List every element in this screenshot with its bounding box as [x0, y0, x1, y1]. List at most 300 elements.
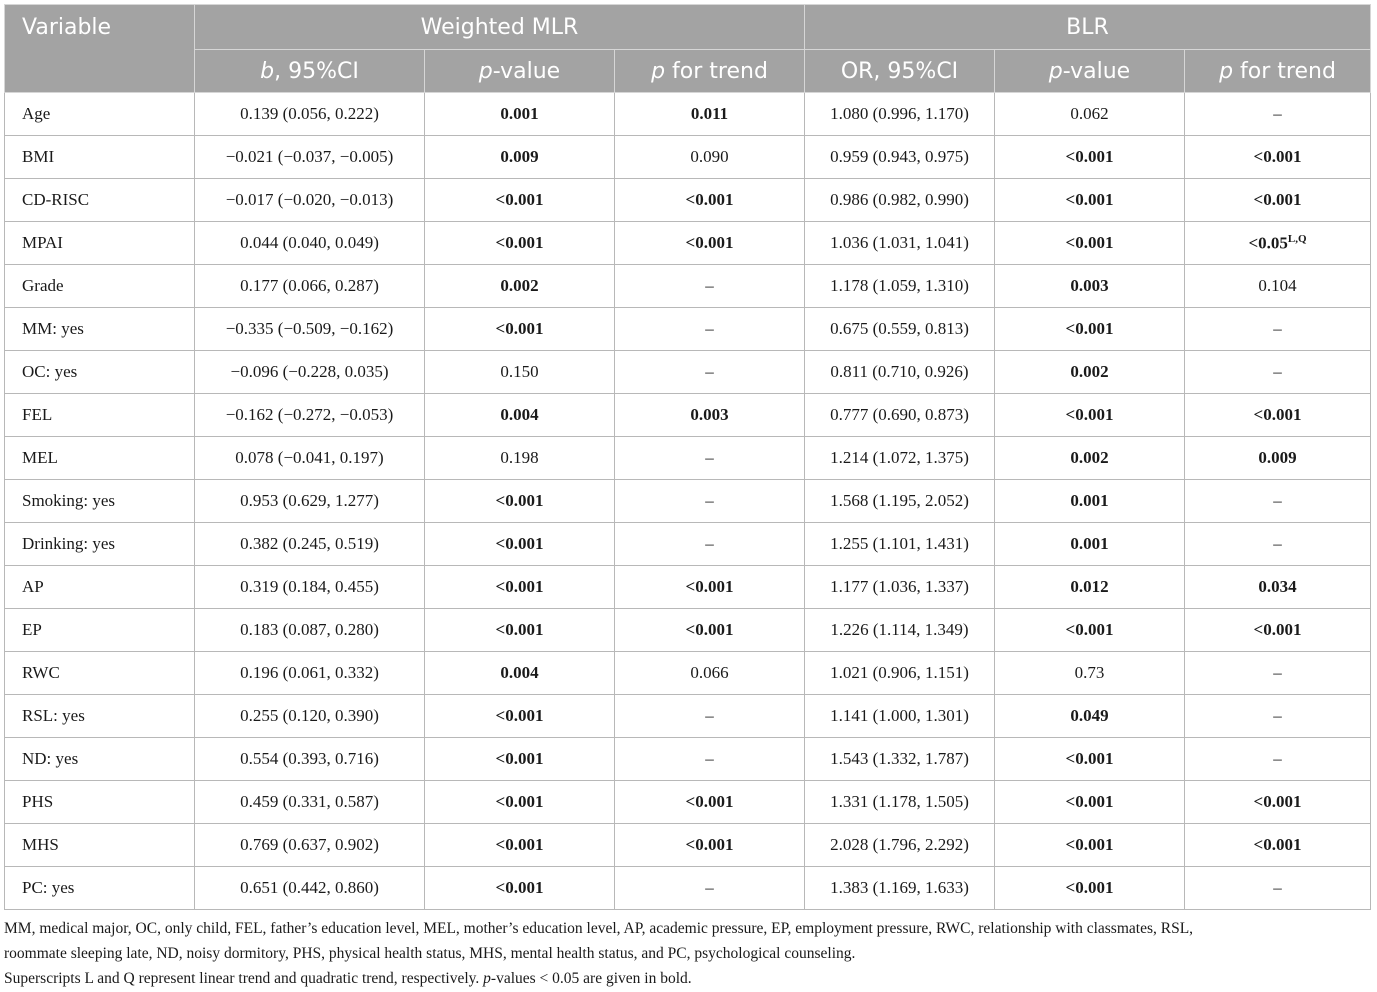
cell-b-ci	[195, 136, 425, 179]
header-trend-label: for trend	[1233, 58, 1336, 84]
cell-p-value-blr	[995, 351, 1185, 394]
cell-p-value-blr	[995, 609, 1185, 652]
cell-p-value-mlr	[425, 523, 615, 566]
cell-p-trend-blr-text: –	[1273, 362, 1282, 381]
cell-p-value-blr-text: <0.001	[1065, 792, 1114, 811]
cell-b-ci-text: −0.017 (−0.020, −0.013)	[225, 190, 394, 209]
cell-b-ci-text: 0.554 (0.393, 0.716)	[240, 749, 379, 768]
cell-variable-text: AP	[22, 577, 44, 596]
cell-p-value-mlr-text: <0.001	[495, 233, 544, 252]
cell-variable-text: MM: yes	[22, 319, 84, 338]
cell-b-ci	[195, 93, 425, 136]
cell-p-trend-blr-text: <0.001	[1253, 835, 1302, 854]
cell-p-value-mlr-text: 0.150	[500, 362, 539, 381]
cell-b-ci-text: 0.139 (0.056, 0.222)	[240, 104, 379, 123]
cell-p-trend-mlr	[615, 824, 805, 867]
cell-p-trend-blr-text: <0.05	[1248, 233, 1288, 253]
header-p-label: -value	[492, 58, 561, 84]
header-p-value-mlr	[425, 50, 615, 93]
cell-or-ci	[805, 265, 995, 308]
results-table	[4, 4, 1371, 910]
header-trend-label: for trend	[665, 58, 768, 84]
cell-p-trend-blr-text: –	[1273, 319, 1282, 338]
table-row	[5, 566, 1371, 609]
cell-or-ci	[805, 609, 995, 652]
cell-b-ci	[195, 695, 425, 738]
cell-p-value-mlr	[425, 394, 615, 437]
cell-p-trend-blr-text: –	[1273, 491, 1282, 510]
cell-b-ci	[195, 652, 425, 695]
cell-p-value-blr-text: 0.012	[1070, 577, 1109, 596]
cell-p-trend-blr	[1185, 179, 1371, 222]
cell-p-trend-mlr	[615, 652, 805, 695]
cell-p-trend-mlr-text: <0.001	[685, 792, 734, 811]
cell-p-value-blr	[995, 566, 1185, 609]
cell-or-ci	[805, 566, 995, 609]
cell-variable	[5, 652, 195, 695]
cell-variable-text: Drinking: yes	[22, 534, 116, 553]
cell-variable-text: Smoking: yes	[22, 491, 116, 510]
cell-p-value-blr	[995, 308, 1185, 351]
cell-or-ci	[805, 351, 995, 394]
cell-or-ci	[805, 222, 995, 265]
cell-b-ci-text: 0.769 (0.637, 0.902)	[240, 835, 379, 854]
cell-or-ci	[805, 738, 995, 781]
cell-or-ci-text: 1.141 (1.000, 1.301)	[830, 706, 969, 725]
cell-p-trend-blr	[1185, 93, 1371, 136]
cell-or-ci-text: 1.021 (0.906, 1.151)	[830, 663, 969, 682]
cell-p-value-blr-text: <0.001	[1065, 749, 1114, 768]
header-p-trend-blr	[1185, 50, 1371, 93]
cell-b-ci	[195, 480, 425, 523]
trend-superscript: L,Q	[1287, 232, 1307, 245]
cell-p-value-mlr	[425, 308, 615, 351]
cell-variable-text: ND: yes	[22, 749, 79, 768]
cell-b-ci-text: 0.651 (0.442, 0.860)	[240, 878, 379, 897]
cell-or-ci	[805, 480, 995, 523]
cell-or-ci-text: 0.986 (0.982, 0.990)	[830, 190, 969, 209]
cell-b-ci	[195, 824, 425, 867]
cell-variable	[5, 480, 195, 523]
cell-variable	[5, 351, 195, 394]
cell-p-trend-blr	[1185, 738, 1371, 781]
cell-variable	[5, 781, 195, 824]
cell-or-ci-text: 0.675 (0.559, 0.813)	[830, 319, 969, 338]
cell-p-value-blr-text: <0.001	[1065, 620, 1114, 639]
cell-p-value-mlr	[425, 437, 615, 480]
cell-or-ci-text: 1.383 (1.169, 1.633)	[830, 878, 969, 897]
cell-variable	[5, 308, 195, 351]
table-row	[5, 695, 1371, 738]
cell-p-value-blr	[995, 179, 1185, 222]
cell-variable	[5, 824, 195, 867]
cell-p-trend-mlr-text: –	[705, 878, 714, 897]
cell-p-value-blr	[995, 93, 1185, 136]
cell-p-value-mlr-text: <0.001	[495, 319, 544, 338]
cell-variable	[5, 738, 195, 781]
cell-or-ci-text: 1.178 (1.059, 1.310)	[830, 276, 969, 295]
cell-b-ci-text: 0.953 (0.629, 1.277)	[240, 491, 379, 510]
cell-variable-text: BMI	[22, 147, 55, 166]
cell-p-value-mlr	[425, 566, 615, 609]
table-header	[5, 5, 1371, 93]
cell-p-trend-mlr	[615, 136, 805, 179]
table-row	[5, 179, 1371, 222]
cell-b-ci-text: −0.335 (−0.509, −0.162)	[225, 319, 394, 338]
header-p-value-blr	[995, 50, 1185, 93]
cell-or-ci	[805, 824, 995, 867]
cell-b-ci-text: 0.183 (0.087, 0.280)	[240, 620, 379, 639]
cell-p-value-mlr-text: <0.001	[495, 878, 544, 897]
cell-or-ci-text: 0.777 (0.690, 0.873)	[830, 405, 969, 424]
cell-b-ci-text: 0.382 (0.245, 0.519)	[240, 534, 379, 553]
table-row	[5, 609, 1371, 652]
cell-p-trend-mlr	[615, 609, 805, 652]
cell-p-trend-blr-text: <0.001	[1253, 620, 1302, 639]
cell-variable	[5, 93, 195, 136]
cell-variable	[5, 136, 195, 179]
cell-p-value-blr-text: <0.001	[1065, 405, 1114, 424]
table-row	[5, 652, 1371, 695]
cell-or-ci	[805, 394, 995, 437]
cell-or-ci-text: 1.255 (1.101, 1.431)	[830, 534, 969, 553]
cell-p-trend-blr-text: –	[1273, 706, 1282, 725]
cell-p-value-blr-text: 0.049	[1070, 706, 1109, 725]
cell-p-value-blr	[995, 222, 1185, 265]
cell-p-value-mlr-text: 0.198	[500, 448, 539, 467]
cell-b-ci	[195, 566, 425, 609]
cell-p-trend-blr-text: 0.009	[1258, 448, 1297, 467]
header-b-ci	[195, 50, 425, 93]
table-row	[5, 738, 1371, 781]
cell-or-ci	[805, 437, 995, 480]
cell-b-ci-text: 0.177 (0.066, 0.287)	[240, 276, 379, 295]
cell-p-value-mlr-text: <0.001	[495, 835, 544, 854]
cell-p-trend-mlr	[615, 265, 805, 308]
cell-p-trend-blr	[1185, 308, 1371, 351]
cell-p-trend-blr	[1185, 566, 1371, 609]
cell-p-trend-blr-text: <0.001	[1253, 792, 1302, 811]
cell-p-trend-mlr-text: –	[705, 749, 714, 768]
header-b-ci-label: , 95%CI	[274, 58, 359, 84]
cell-p-value-mlr	[425, 867, 615, 910]
cell-variable-text: PHS	[22, 792, 54, 811]
cell-variable	[5, 695, 195, 738]
cell-p-value-blr	[995, 781, 1185, 824]
cell-p-trend-mlr-text: <0.001	[685, 233, 734, 252]
cell-p-value-blr-text: 0.003	[1070, 276, 1109, 295]
footnote-line-2: roommate sleeping late, ND, noisy dormitory, PHS, physical health status, MHS, mental health status, and PC, psychological counseling.	[4, 945, 856, 962]
cell-p-value-mlr-text: <0.001	[495, 706, 544, 725]
cell-p-trend-mlr-text: <0.001	[685, 835, 734, 854]
cell-or-ci	[805, 781, 995, 824]
header-p-symbol: p	[651, 58, 666, 84]
cell-p-trend-mlr-text: <0.001	[685, 577, 734, 596]
header-p-symbol: p	[1219, 58, 1234, 84]
cell-p-trend-blr-text: <0.001	[1253, 147, 1302, 166]
cell-p-value-mlr-text: <0.001	[495, 491, 544, 510]
cell-p-value-blr	[995, 523, 1185, 566]
cell-variable-text: Grade	[22, 276, 64, 295]
table-row	[5, 222, 1371, 265]
cell-p-value-blr-text: 0.001	[1070, 534, 1109, 553]
cell-b-ci-text: 0.078 (−0.041, 0.197)	[235, 448, 384, 467]
cell-p-trend-mlr-text: –	[705, 534, 714, 553]
cell-p-value-mlr-text: <0.001	[495, 792, 544, 811]
cell-p-value-blr-text: 0.002	[1070, 362, 1109, 381]
table-row	[5, 265, 1371, 308]
cell-p-trend-mlr-text: <0.001	[685, 620, 734, 639]
cell-p-value-mlr	[425, 480, 615, 523]
cell-p-value-mlr-text: 0.009	[500, 147, 539, 166]
cell-p-value-mlr	[425, 609, 615, 652]
table-row	[5, 93, 1371, 136]
cell-p-trend-blr-text: –	[1273, 749, 1282, 768]
cell-p-trend-blr-text: 0.034	[1258, 577, 1297, 596]
header-b-symbol: b	[260, 58, 275, 84]
cell-p-value-mlr-text: <0.001	[495, 190, 544, 209]
cell-p-trend-blr	[1185, 351, 1371, 394]
cell-p-trend-mlr-text: 0.066	[690, 663, 729, 682]
cell-p-trend-blr	[1185, 480, 1371, 523]
cell-or-ci-text: 1.568 (1.195, 2.052)	[830, 491, 969, 510]
cell-p-trend-blr-text: –	[1273, 104, 1282, 123]
cell-or-ci	[805, 695, 995, 738]
cell-p-trend-mlr-text: 0.011	[690, 104, 729, 123]
cell-variable-text: RWC	[22, 663, 60, 682]
cell-p-trend-blr	[1185, 523, 1371, 566]
cell-p-trend-blr	[1185, 652, 1371, 695]
cell-p-trend-mlr	[615, 222, 805, 265]
header-p-trend-mlr	[615, 50, 805, 93]
cell-p-trend-mlr-text: –	[705, 448, 714, 467]
cell-p-trend-blr-text: <0.001	[1253, 190, 1302, 209]
cell-p-trend-mlr-text: 0.090	[690, 147, 729, 166]
cell-b-ci	[195, 781, 425, 824]
footnote-bold-note: -values < 0.05 are given in bold.	[490, 970, 692, 987]
cell-or-ci	[805, 93, 995, 136]
table-row	[5, 308, 1371, 351]
cell-b-ci-text: 0.044 (0.040, 0.049)	[240, 233, 379, 252]
cell-p-value-mlr	[425, 824, 615, 867]
cell-p-value-mlr	[425, 222, 615, 265]
cell-or-ci-text: 1.543 (1.332, 1.787)	[830, 749, 969, 768]
cell-variable-text: MHS	[22, 835, 59, 854]
cell-p-value-blr-text: 0.062	[1070, 104, 1109, 123]
cell-b-ci	[195, 222, 425, 265]
cell-p-value-blr	[995, 695, 1185, 738]
cell-p-trend-mlr-text: <0.001	[685, 190, 734, 209]
footnote	[4, 916, 1374, 991]
cell-p-trend-mlr	[615, 566, 805, 609]
cell-variable	[5, 566, 195, 609]
cell-or-ci-text: 1.080 (0.996, 1.170)	[830, 104, 969, 123]
cell-p-trend-mlr	[615, 437, 805, 480]
header-p-symbol: p	[478, 58, 493, 84]
cell-b-ci	[195, 437, 425, 480]
table-row	[5, 394, 1371, 437]
cell-p-value-blr-text: <0.001	[1065, 147, 1114, 166]
cell-p-value-mlr	[425, 652, 615, 695]
cell-or-ci	[805, 867, 995, 910]
cell-b-ci-text: 0.319 (0.184, 0.455)	[240, 577, 379, 596]
cell-p-trend-mlr	[615, 781, 805, 824]
cell-variable	[5, 609, 195, 652]
cell-p-value-mlr	[425, 695, 615, 738]
cell-p-value-mlr-text: <0.001	[495, 620, 544, 639]
cell-variable	[5, 867, 195, 910]
table-row	[5, 437, 1371, 480]
cell-p-trend-mlr	[615, 738, 805, 781]
cell-p-value-mlr	[425, 781, 615, 824]
table-row	[5, 824, 1371, 867]
header-group-weighted-mlr: Weighted MLR	[195, 5, 805, 50]
cell-variable-text: FEL	[22, 405, 53, 424]
cell-b-ci	[195, 609, 425, 652]
cell-p-value-mlr-text: 0.004	[500, 405, 539, 424]
cell-p-value-blr-text: <0.001	[1065, 233, 1114, 252]
cell-p-value-blr	[995, 394, 1185, 437]
cell-variable	[5, 265, 195, 308]
cell-variable	[5, 222, 195, 265]
cell-variable-text: MPAI	[22, 233, 63, 252]
cell-p-trend-blr	[1185, 695, 1371, 738]
cell-variable-text: CD-RISC	[22, 190, 90, 209]
cell-p-trend-blr	[1185, 437, 1371, 480]
cell-p-trend-mlr	[615, 394, 805, 437]
table-row	[5, 351, 1371, 394]
cell-p-value-blr-text: 0.001	[1070, 491, 1109, 510]
cell-or-ci-text: 1.036 (1.031, 1.041)	[830, 233, 969, 252]
cell-p-value-blr-text: <0.001	[1065, 190, 1114, 209]
footnote-line-3	[4, 966, 1374, 991]
cell-p-value-mlr-text: 0.001	[500, 104, 539, 123]
cell-p-trend-blr-text: <0.001	[1253, 405, 1302, 424]
cell-p-value-mlr	[425, 738, 615, 781]
cell-p-trend-mlr	[615, 351, 805, 394]
cell-p-trend-blr	[1185, 394, 1371, 437]
cell-p-trend-mlr-text: –	[705, 706, 714, 725]
cell-p-value-mlr-text: <0.001	[495, 749, 544, 768]
cell-p-trend-blr	[1185, 867, 1371, 910]
cell-p-value-blr-text: 0.002	[1070, 448, 1109, 467]
cell-p-value-mlr	[425, 93, 615, 136]
cell-or-ci	[805, 652, 995, 695]
cell-p-trend-blr-text: –	[1273, 878, 1282, 897]
cell-p-value-blr	[995, 136, 1185, 179]
cell-p-value-blr-text: 0.73	[1074, 663, 1105, 682]
cell-p-value-blr-text: <0.001	[1065, 878, 1114, 897]
cell-variable-text: EP	[22, 620, 42, 639]
cell-or-ci	[805, 136, 995, 179]
cell-p-trend-blr	[1185, 136, 1371, 179]
cell-variable-text: PC: yes	[22, 878, 75, 897]
cell-b-ci	[195, 308, 425, 351]
header-p-label: -value	[1062, 58, 1131, 84]
table-body	[5, 93, 1371, 910]
cell-variable-text: RSL: yes	[22, 706, 85, 725]
cell-p-trend-blr	[1185, 265, 1371, 308]
cell-b-ci	[195, 179, 425, 222]
cell-variable	[5, 437, 195, 480]
cell-variable	[5, 394, 195, 437]
cell-p-trend-mlr	[615, 480, 805, 523]
cell-p-value-blr	[995, 437, 1185, 480]
cell-p-value-mlr-text: 0.002	[500, 276, 539, 295]
cell-variable-text: OC: yes	[22, 362, 78, 381]
cell-p-value-blr	[995, 738, 1185, 781]
cell-or-ci	[805, 523, 995, 566]
table-row	[5, 136, 1371, 179]
cell-p-trend-mlr	[615, 308, 805, 351]
footnote-p-symbol: p	[483, 970, 491, 987]
cell-b-ci	[195, 523, 425, 566]
cell-p-value-mlr-text: 0.004	[500, 663, 539, 682]
cell-p-trend-mlr	[615, 867, 805, 910]
cell-p-trend-blr-text: 0.104	[1258, 276, 1297, 295]
table-row	[5, 867, 1371, 910]
cell-b-ci	[195, 351, 425, 394]
cell-b-ci	[195, 394, 425, 437]
cell-p-trend-blr-text: –	[1273, 534, 1282, 553]
cell-or-ci-text: 1.177 (1.036, 1.337)	[830, 577, 969, 596]
cell-variable-text: Age	[22, 104, 51, 123]
cell-b-ci-text: −0.021 (−0.037, −0.005)	[225, 147, 394, 166]
header-p-symbol: p	[1048, 58, 1063, 84]
cell-b-ci-text: 0.255 (0.120, 0.390)	[240, 706, 379, 725]
cell-p-value-blr	[995, 824, 1185, 867]
cell-p-value-mlr	[425, 179, 615, 222]
cell-or-ci-text: 1.331 (1.178, 1.505)	[830, 792, 969, 811]
cell-p-trend-mlr-text: –	[705, 276, 714, 295]
cell-variable-text: MEL	[22, 448, 58, 467]
cell-p-value-blr	[995, 265, 1185, 308]
cell-p-trend-blr	[1185, 609, 1371, 652]
cell-b-ci-text: 0.459 (0.331, 0.587)	[240, 792, 379, 811]
cell-or-ci-text: 1.226 (1.114, 1.349)	[830, 620, 969, 639]
cell-or-ci	[805, 308, 995, 351]
table-row	[5, 480, 1371, 523]
cell-b-ci-text: 0.196 (0.061, 0.332)	[240, 663, 379, 682]
cell-variable	[5, 523, 195, 566]
cell-p-trend-mlr-text: –	[705, 362, 714, 381]
cell-or-ci-text: 1.214 (1.072, 1.375)	[830, 448, 969, 467]
cell-variable	[5, 179, 195, 222]
cell-b-ci-text: −0.096 (−0.228, 0.035)	[230, 362, 389, 381]
cell-p-value-blr-text: <0.001	[1065, 835, 1114, 854]
cell-p-value-mlr-text: <0.001	[495, 534, 544, 553]
cell-p-value-mlr	[425, 136, 615, 179]
footnote-superscript-note: Superscripts L and Q represent linear trend and quadratic trend, respectively.	[4, 970, 484, 987]
cell-or-ci-text: 2.028 (1.796, 2.292)	[830, 835, 969, 854]
cell-or-ci-text: 0.811 (0.710, 0.926)	[830, 362, 969, 381]
cell-b-ci	[195, 738, 425, 781]
cell-p-trend-blr	[1185, 824, 1371, 867]
cell-p-trend-blr	[1185, 781, 1371, 824]
cell-p-trend-mlr	[615, 695, 805, 738]
header-or-ci: OR, 95%CI	[805, 50, 995, 93]
cell-p-trend-mlr-text: –	[705, 319, 714, 338]
cell-p-value-blr-text: <0.001	[1065, 319, 1114, 338]
cell-or-ci-text: 0.959 (0.943, 0.975)	[830, 147, 969, 166]
cell-p-value-blr	[995, 652, 1185, 695]
header-group-blr: BLR	[805, 5, 1371, 50]
cell-p-value-blr	[995, 867, 1185, 910]
cell-p-trend-mlr	[615, 93, 805, 136]
cell-p-value-mlr-text: <0.001	[495, 577, 544, 596]
cell-p-trend-mlr	[615, 179, 805, 222]
cell-b-ci	[195, 265, 425, 308]
